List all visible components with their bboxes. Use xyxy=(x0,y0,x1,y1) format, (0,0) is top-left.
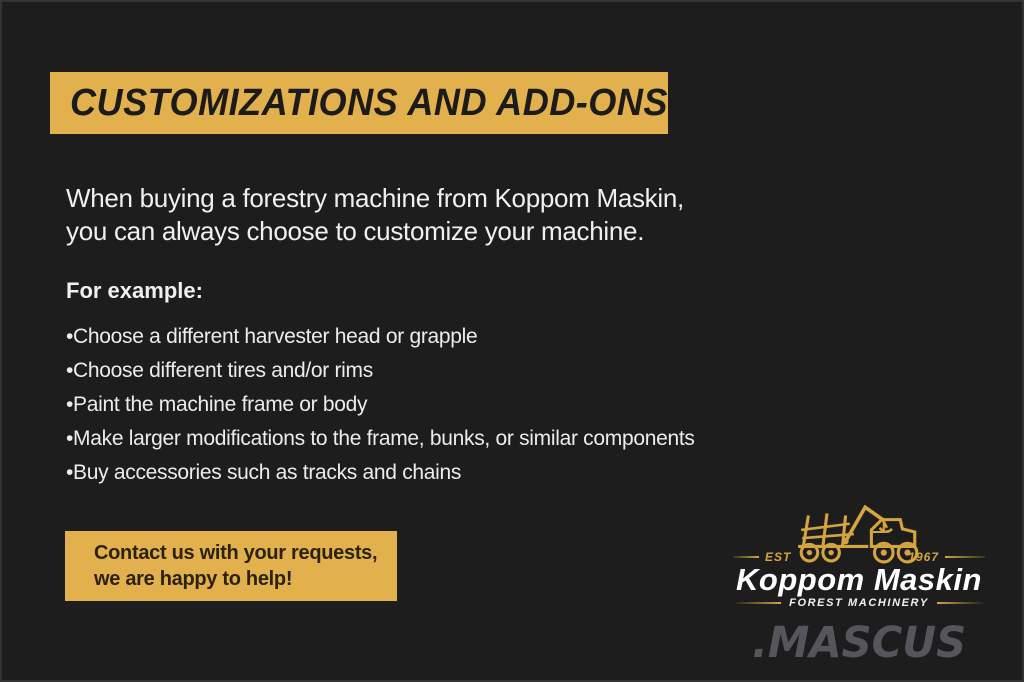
gold-divider-line xyxy=(937,602,983,604)
logo-tagline: FOREST MACHINERY xyxy=(789,597,929,609)
intro-paragraph xyxy=(66,182,684,248)
list-item: •Buy accessories such as tracks and chains xyxy=(66,461,462,484)
examples-list xyxy=(66,320,695,490)
list-item: •Paint the machine frame or body xyxy=(66,393,368,416)
mascus-watermark: .MASCUS xyxy=(752,618,967,668)
contact-callout-box xyxy=(65,531,397,601)
list-item: •Make larger modifications to the frame, bunks, or similar components xyxy=(66,427,695,450)
gold-divider-line xyxy=(735,602,781,604)
page-title: CUSTOMIZATIONS AND ADD-ONS xyxy=(70,81,668,124)
intro-line-1: When buying a forestry machine from Koppom Maskin, xyxy=(66,183,684,213)
list-item: •Choose a different harvester head or grapple xyxy=(66,325,478,348)
gold-divider-line xyxy=(733,556,759,558)
logo-tagline-row xyxy=(735,597,983,609)
contact-line-2: we are happy to help! xyxy=(94,568,293,590)
est-label: EST xyxy=(765,550,792,564)
gold-divider-line xyxy=(945,556,985,558)
intro-line-2: you can always choose to customize your machine. xyxy=(66,216,645,246)
contact-line-1: Contact us with your requests, xyxy=(94,542,378,564)
koppom-maskin-logo xyxy=(733,500,985,615)
logo-brand-name: Koppom Maskin xyxy=(736,562,982,597)
examples-heading: For example: xyxy=(66,278,203,303)
title-banner xyxy=(50,72,668,134)
est-year: 1967 xyxy=(908,550,939,564)
list-item: •Choose different tires and/or rims xyxy=(66,359,373,382)
